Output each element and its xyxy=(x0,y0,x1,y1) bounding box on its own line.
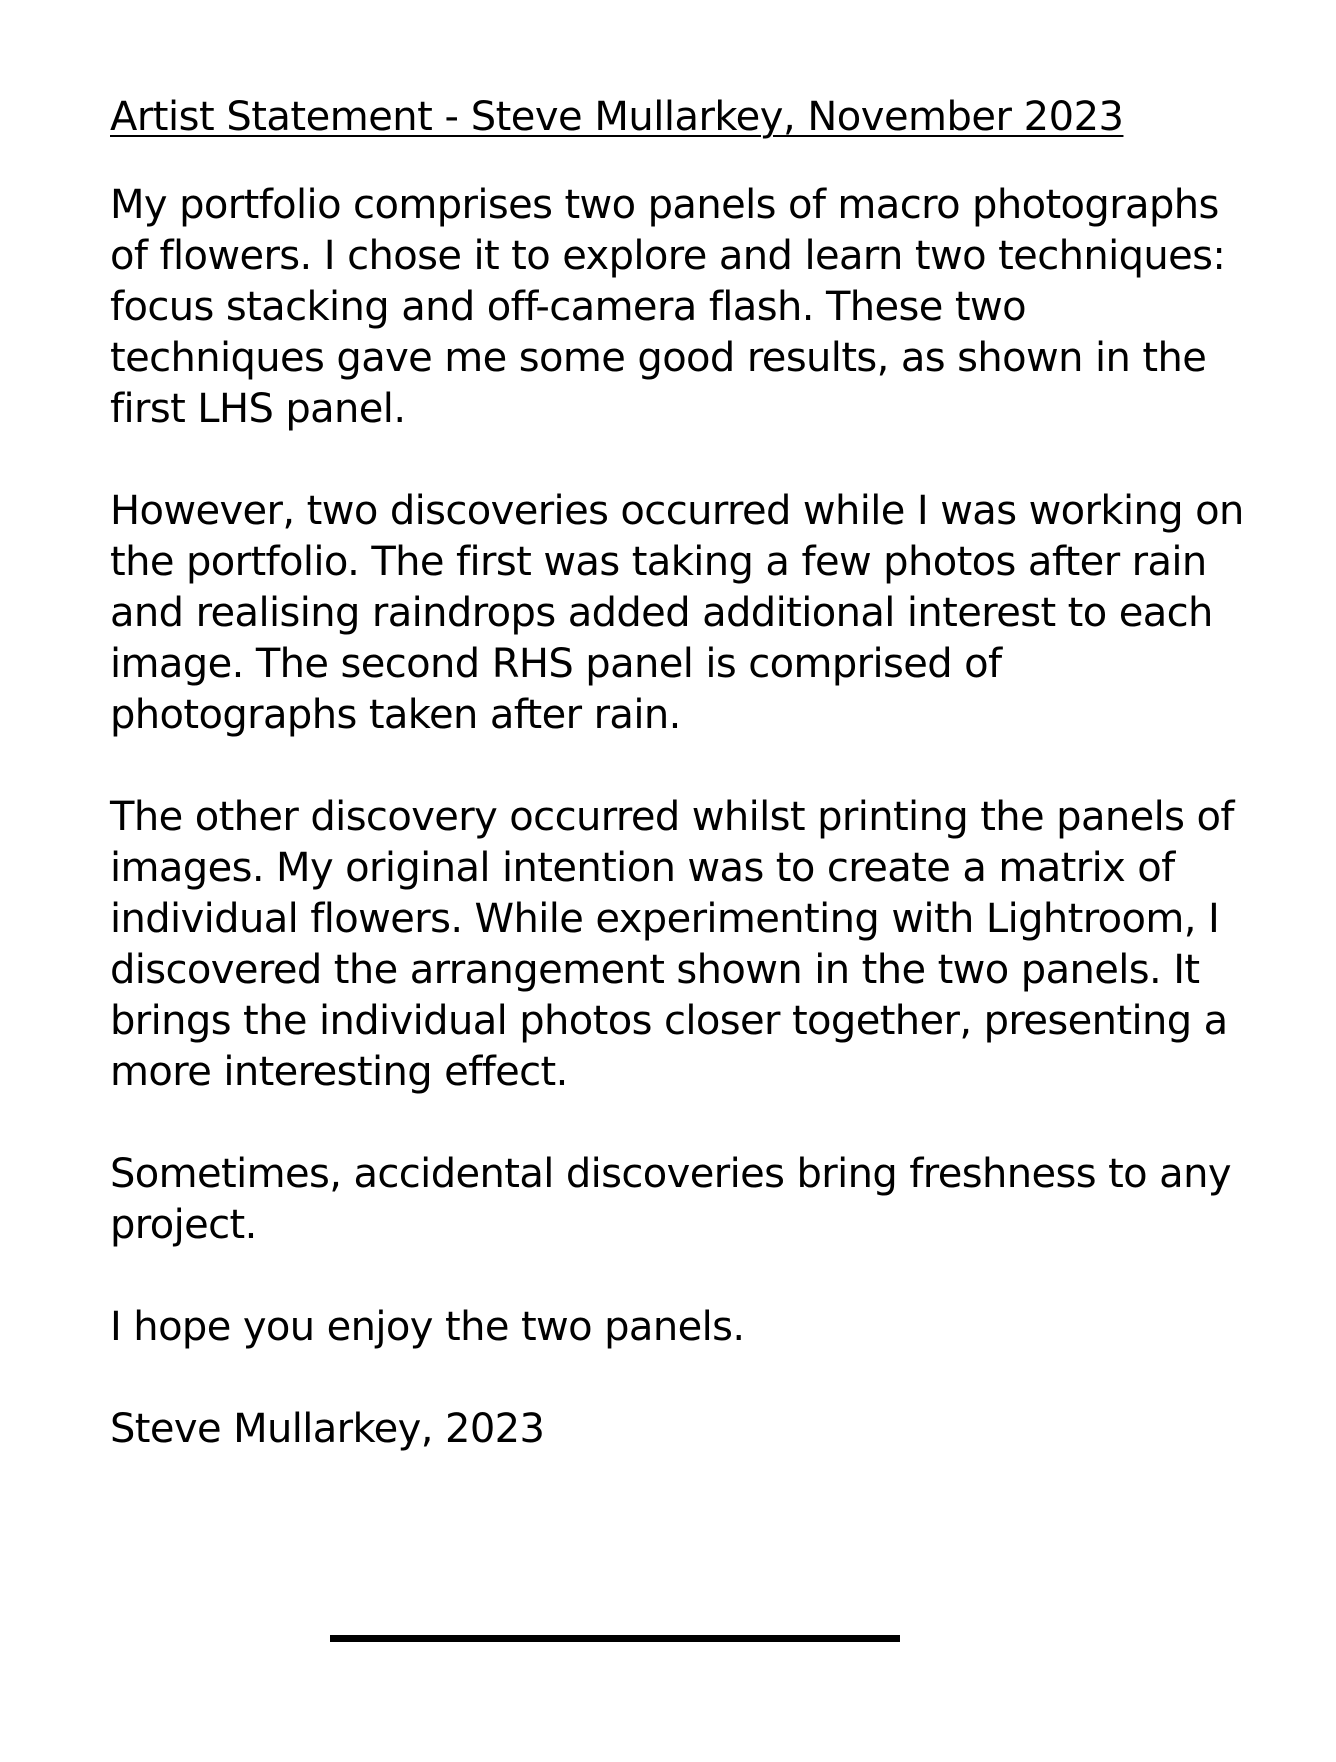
paragraph-line: more interesting effect. xyxy=(110,1049,568,1095)
paragraph-1 xyxy=(110,180,1250,435)
paragraph-line: and realising raindrops added additional interest to each xyxy=(110,590,1213,636)
paragraph-line: first LHS panel. xyxy=(110,386,406,432)
paragraph-line: brings the individual photos closer together, presenting a xyxy=(110,998,1228,1044)
paragraph-4 xyxy=(110,1149,1250,1251)
paragraph-line: image. The second RHS panel is comprised of xyxy=(110,641,1002,687)
paragraph-line: discovered the arrangement shown in the two panels. It xyxy=(110,947,1200,993)
paragraph-line: project. xyxy=(110,1202,257,1248)
paragraph-line: the portfolio. The first was taking a few photos after rain xyxy=(110,539,1207,585)
paragraph-line: The other discovery occurred whilst printing the panels of xyxy=(110,794,1234,840)
document-title: Artist Statement - Steve Mullarkey, November 2023 xyxy=(110,94,1124,140)
paragraph-5 xyxy=(110,1302,1250,1353)
paragraph-line: I hope you enjoy the two panels. xyxy=(110,1304,745,1350)
horizontal-rule xyxy=(330,1635,900,1642)
paragraph-2 xyxy=(110,486,1250,741)
paragraph-line: My portfolio comprises two panels of macro photographs xyxy=(110,182,1219,228)
paragraph-line: of flowers. I chose it to explore and learn two techniques: xyxy=(110,233,1226,279)
paragraph-line: images. My original intention was to create a matrix of xyxy=(110,845,1175,891)
paragraph-line: focus stacking and off-camera flash. These two xyxy=(110,284,1026,330)
paragraph-line: techniques gave me some good results, as shown in the xyxy=(110,335,1207,381)
document-page xyxy=(110,92,1250,1455)
signature-line: Steve Mullarkey, 2023 xyxy=(110,1406,545,1452)
paragraph-line: However, two discoveries occurred while I was working on xyxy=(110,488,1244,534)
paragraph-3 xyxy=(110,792,1250,1098)
paragraph-line: individual flowers. While experimenting with Lightroom, I xyxy=(110,896,1220,942)
paragraph-line: photographs taken after rain. xyxy=(110,692,681,738)
paragraph-line: Sometimes, accidental discoveries bring freshness to any xyxy=(110,1151,1231,1197)
